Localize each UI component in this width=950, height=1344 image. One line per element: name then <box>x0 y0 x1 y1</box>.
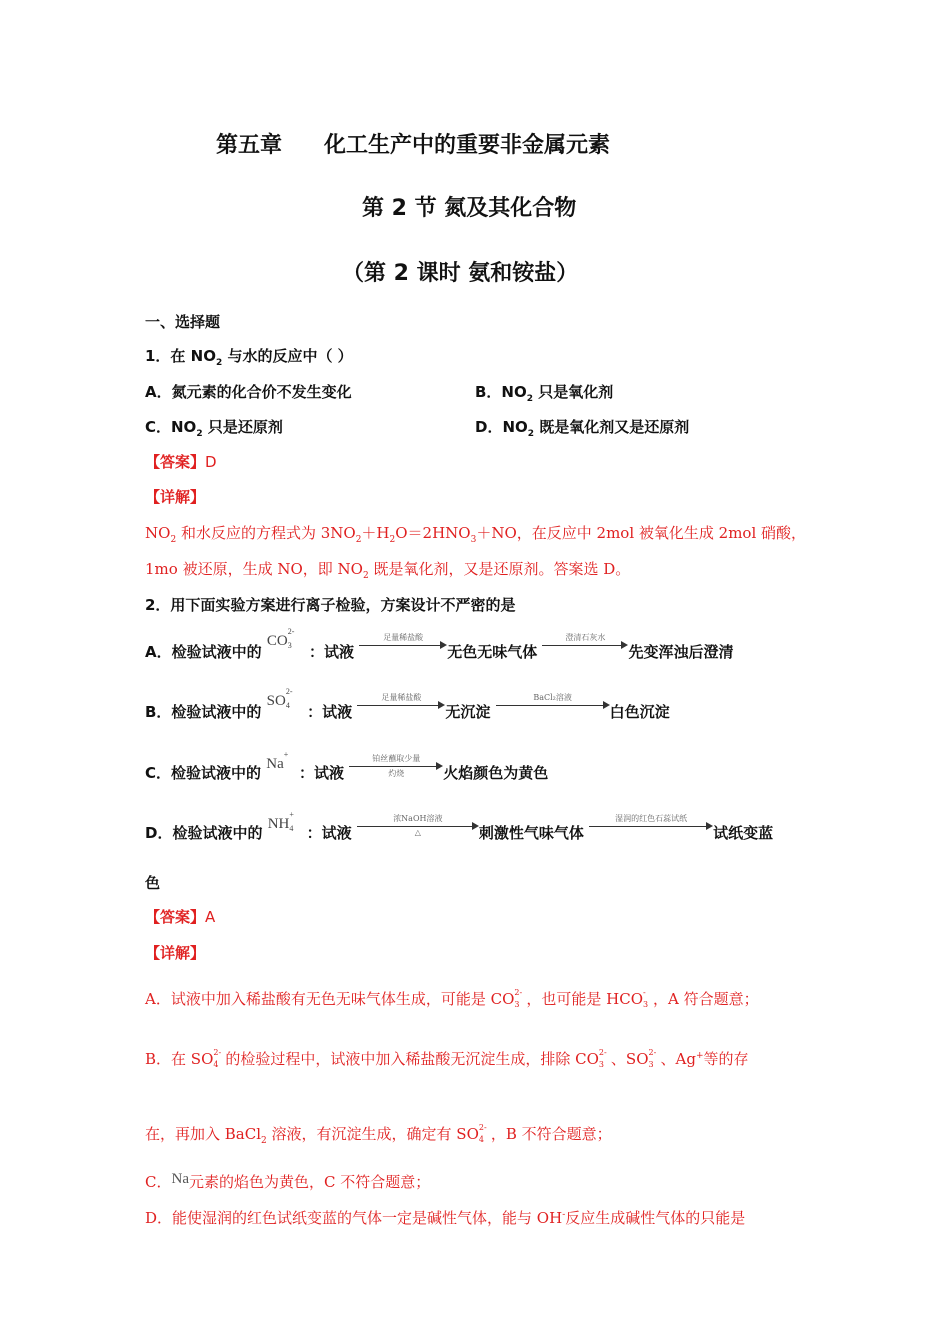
q2-a-result2: 先变浑浊后澄清 <box>628 643 734 661</box>
q2-d-mid: ：试液 <box>306 824 352 842</box>
q1-exp1-sub2: 2 <box>355 535 362 545</box>
q1-exp1-c: ＋H <box>361 524 390 542</box>
q2-c-result: 火焰颜色为黄色 <box>443 764 549 782</box>
q1-exp1-e: ＋NO，在反应中 2mol 被氧化生成 2mol 硝酸， <box>476 524 807 542</box>
q1-stem-sub: 2 <box>215 358 223 368</box>
q2-expb2-sub: 2 <box>261 1136 267 1146</box>
q2-answer-value: A <box>205 908 216 926</box>
q2-answer-label: 【答案】 <box>145 908 206 926</box>
q1-answer <box>145 451 217 472</box>
q2-a-ion-text: CO <box>266 633 288 649</box>
q2-expb1-ion3-sup: 2- <box>648 1048 657 1057</box>
q2-expa-ion1-sub: 3 <box>514 1000 520 1009</box>
q2-expa-ion2-sub: 3 <box>643 1000 649 1009</box>
q1-explanation-line1 <box>145 522 806 545</box>
q2-c-ion-text: Na <box>266 756 284 772</box>
q1-exp1-a: NO <box>145 524 171 542</box>
q2-option-b <box>145 687 670 723</box>
q2-expa-c: ，A 符合题意； <box>653 990 759 1008</box>
q2-b-arrow2-line <box>496 705 604 706</box>
q2-a-arrow1-label: 足量稀盐酸 <box>383 632 424 642</box>
q2-d-result1: 刺激性气味气体 <box>478 824 584 842</box>
q2-b-ion <box>266 687 293 710</box>
q1-option-d <box>475 416 689 439</box>
q2-d-prefix: D．检验试液中的 <box>145 824 263 842</box>
q2-explanation-c <box>145 1171 430 1192</box>
q2-expb1-c: 、SO <box>610 1050 649 1068</box>
q2-a-ion-sub: 3 <box>287 641 292 650</box>
lesson-title: （第 2 课时 氨和铵盐） <box>342 261 579 286</box>
q2-d-ion-sup: + <box>289 810 294 819</box>
chapter-title: 化工生产中的重要非金属元素 <box>324 133 611 158</box>
q2-expb2-ion-sup: 2- <box>478 1123 487 1132</box>
q1-exp2-b: 既是氧化剂，又是还原剂。答案选 D。 <box>368 560 631 578</box>
q2-expc-b: 元素的焰色为黄色，C 不符合题意； <box>188 1173 431 1191</box>
q1-explanation-line2 <box>145 558 630 581</box>
q2-b-arrow1-head <box>438 701 445 709</box>
q2-c-ion-sup: + <box>283 750 289 759</box>
q2-a-arrow2-label: 澄清石灰水 <box>565 632 606 642</box>
q2-expa-ion1-sup: 2- <box>514 988 523 997</box>
q2-d-arrow1-bot: △ <box>414 827 421 837</box>
q2-a-result1: 无色无味气体 <box>447 643 538 661</box>
q1-exp1-d: O＝2HNO <box>395 524 471 542</box>
q1-stem <box>145 345 353 368</box>
q1-c-a: C．NO <box>145 418 197 436</box>
q2-expc-ion: Na <box>171 1171 189 1187</box>
q2-a-mid: ：试液 <box>308 643 354 661</box>
q2-expa-b: ，也可能是 HCO <box>526 990 644 1008</box>
q2-a-arrow2-line <box>542 645 622 646</box>
q2-expb1-d: 、Ag <box>660 1050 696 1068</box>
section-title: 第 2 节 氮及其化合物 <box>362 196 577 221</box>
q2-d-result2: 试纸变蓝 <box>713 824 774 842</box>
q1-c-sub: 2 <box>196 429 203 439</box>
q2-d-arrow2-line <box>589 826 707 827</box>
q2-explanation-a <box>145 988 759 1009</box>
q2-a-arrow2 <box>542 632 628 655</box>
q2-stem: 2．用下面实验方案进行离子检验，方案设计不严密的是 <box>145 596 516 614</box>
q2-expb2-c: ，B 不符合题意； <box>490 1125 612 1143</box>
q1-option-a: A．氮元素的化合价不发生变化 <box>145 383 352 401</box>
q2-expb2-a: 在，再加入 BaCl <box>145 1125 262 1143</box>
q2-answer <box>145 906 215 927</box>
q2-d-ion-sub: 4 <box>289 824 294 833</box>
q1-d-a: D．NO <box>475 418 528 436</box>
q2-option-d <box>145 810 774 844</box>
q2-expb1-a: B．在 SO <box>145 1050 214 1068</box>
q2-option-a <box>145 627 734 663</box>
q1-exp1-b: 和水反应的方程式为 3NO <box>176 524 356 542</box>
q2-b-arrow1-label: 足量稀盐酸 <box>381 692 422 702</box>
q2-b-prefix: B．检验试液中的 <box>145 703 262 721</box>
chapter-number: 第五章 <box>216 133 283 158</box>
q2-a-prefix: A．检验试液中的 <box>145 643 262 661</box>
q2-expb1-b: 的检验过程中，试液中加入稀盐酸无沉淀生成，排除 CO <box>225 1050 599 1068</box>
q2-b-mid: ：试液 <box>307 703 353 721</box>
q2-c-mid: ：试液 <box>298 764 344 782</box>
q2-a-arrow1-head <box>440 641 447 649</box>
q1-c-b: 只是还原剂 <box>202 418 283 436</box>
q2-expb1-ion3-sub: 3 <box>648 1060 654 1069</box>
q1-option-b <box>475 381 613 404</box>
q2-d-ion <box>267 810 294 833</box>
q2-expc-a: C． <box>145 1173 172 1191</box>
q1-d-b: 既是氧化剂又是还原剂 <box>534 418 690 436</box>
q2-c-arrow <box>349 753 443 778</box>
q2-c-ion <box>266 750 289 773</box>
q2-c-prefix: C．检验试液中的 <box>145 764 262 782</box>
q1-option-c <box>145 416 283 439</box>
q1-stem-a: 1．在 NO <box>145 347 216 365</box>
q2-expb1-ion2-sub: 3 <box>598 1060 605 1069</box>
q2-explanation-b-line1 <box>145 1048 749 1069</box>
q2-expa-a: A．试液中加入稀盐酸有无色无味气体生成，可能是 CO <box>145 990 515 1008</box>
q2-d-ion-text: NH <box>267 816 290 832</box>
q1-stem-b: 与水的反应中（ ） <box>222 347 353 365</box>
q1-b-b: 只是氧化剂 <box>533 383 614 401</box>
q2-c-arrow-top: 铂丝蘸取少量 <box>372 753 421 763</box>
q2-b-arrow1-line <box>357 705 439 706</box>
q2-expb1-ion-sup: 2- <box>213 1048 222 1057</box>
q2-c-arrow-bot: 灼烧 <box>388 768 405 778</box>
q2-b-arrow2-head <box>603 701 610 709</box>
q2-explanation-b-line2 <box>145 1123 612 1146</box>
q2-expb1-ion-sub: 4 <box>213 1060 219 1069</box>
q2-a-ion-sup: 2- <box>287 627 295 636</box>
q2-d-arrow1-top: 浓NaOH溶液 <box>393 813 443 823</box>
q2-expd-b: 反应生成碱性气体的只能是 <box>565 1209 746 1227</box>
q2-expb1-e: 等的存 <box>703 1050 749 1068</box>
q1-exp2-sub: 2 <box>362 571 369 581</box>
q2-b-ion-sup: 2- <box>285 687 293 696</box>
q2-a-ion <box>266 627 295 650</box>
q2-b-ion-text: SO <box>266 693 286 709</box>
q2-a-arrow2-head <box>621 641 628 649</box>
q2-expd-a: D．能使湿润的红色试纸变蓝的气体一定是碱性气体，能与 OH <box>145 1209 563 1227</box>
q2-b-arrow2-label: BaCl₂溶液 <box>533 692 572 702</box>
q1-b-a: B．NO <box>475 383 527 401</box>
q2-option-d-wrap: 色 <box>145 874 161 892</box>
q2-option-c <box>145 750 549 784</box>
q2-a-arrow1-line <box>359 645 441 646</box>
q2-d-arrow2 <box>589 813 713 836</box>
q1-answer-value: D <box>205 453 217 471</box>
q2-d-arrow2-head <box>706 822 713 830</box>
q2-expa-ion2-sup: - <box>643 988 646 997</box>
q2-expd-sup: - <box>562 1210 566 1220</box>
q2-expb1-d-sup: + <box>695 1051 704 1061</box>
q2-d-arrow1 <box>357 813 479 837</box>
q2-explanation-d <box>145 1207 745 1228</box>
q2-expb1-ion2-sup: 2- <box>598 1048 607 1057</box>
q2-b-ion-sub: 4 <box>285 701 290 710</box>
q2-d-arrow1-line <box>357 826 473 827</box>
q2-b-arrow1 <box>357 692 445 715</box>
q1-exp2-a: 1mo 被还原，生成 NO，即 NO <box>145 560 363 578</box>
q1-b-sub: 2 <box>526 394 534 404</box>
q2-b-result2: 白色沉淀 <box>609 703 670 721</box>
q1-exp1-sub: 2 <box>170 535 177 545</box>
q2-expb2-ion-sub: 4 <box>478 1135 484 1144</box>
q1-d-sub: 2 <box>527 429 535 439</box>
q1-answer-label: 【答案】 <box>145 453 206 471</box>
q2-d-arrow2-label: 湿润的红色石蕊试纸 <box>615 813 688 823</box>
part-title: 一、选择题 <box>145 313 221 331</box>
q1-detail-label: 【详解】 <box>145 488 206 506</box>
q2-c-arrow-line <box>349 766 437 767</box>
q1-exp1-sub3: 2 <box>389 535 396 545</box>
q2-expb2-b: 溶液，有沉淀生成，确定有 SO <box>266 1125 479 1143</box>
q2-detail-label: 【详解】 <box>145 944 206 962</box>
q1-exp1-sub4: 3 <box>470 535 477 545</box>
q2-b-result1: 无沉淀 <box>445 703 491 721</box>
q2-b-arrow2 <box>496 692 610 715</box>
q2-a-arrow1 <box>359 632 447 655</box>
